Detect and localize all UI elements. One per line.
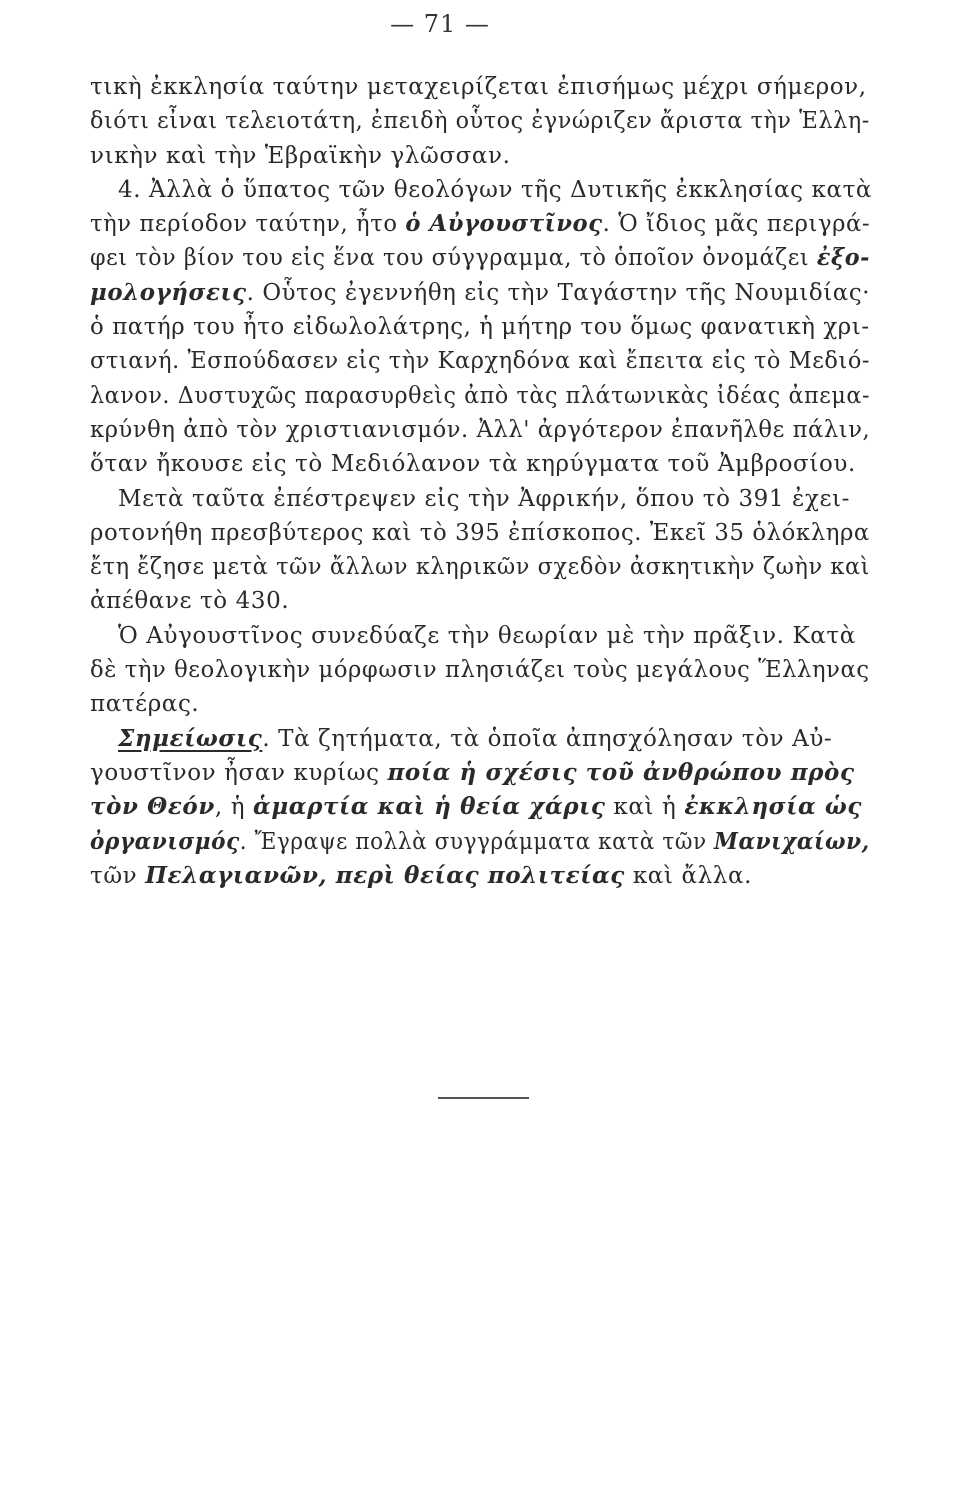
line-segment: Μετὰ ταῦτα ἐπέστρεψεν εἰς τὴν Ἀφρικήν, ὅπου τὸ 391 ἐχει-	[118, 485, 851, 512]
line-segment: 4. Ἀλλὰ ὁ ὕπατος τῶν θεολόγων τῆς Δυτικῆς ἐκκλησίας κατὰ	[118, 176, 873, 203]
line-segment: διότι εἶναι τελειοτάτη, ἐπειδὴ οὗτος ἐγνώριζεν ἄριστα τὴν Ἑλλη-	[90, 108, 870, 135]
line-segment: φει τὸν βίον του εἰς ἕνα του σύγγραμμα, τὸ ὁποῖον ὀνομάζει	[90, 245, 817, 272]
line-segment: . Ὁ ἴδιος μᾶς περιγρά-	[602, 211, 871, 238]
line-segment: στιανή. Ἐσπούδασεν εἰς τὴν Καρχηδόνα καὶ ἔπειτα εἰς τὸ Μεδιό-	[90, 348, 871, 375]
line-segment: . Τὰ ζητήματα, τὰ ὁποῖα ἀπησχόλησαν τὸν Αὐ-	[262, 725, 833, 752]
line-segment: νικὴν καὶ τὴν Ἑβραϊκὴν γλῶσσαν.	[90, 142, 511, 169]
emphasis-text: Μανιχαίων,	[714, 827, 870, 855]
line-segment: ροτονήθη πρεσβύτερος καὶ τὸ 395 ἐπίσκοπος. Ἐκεῖ 35 ὁλόκληρα	[90, 519, 870, 546]
text-line	[90, 413, 871, 447]
line-segment: ἔτη ἔζησε μετὰ τῶν ἄλλων κληρικῶν σχεδὸν ἀσκητικὴν ζωὴν καὶ	[90, 554, 871, 581]
emphasis-text: ἁμαρτία καὶ ἡ θεία χάρις	[253, 793, 606, 821]
emphasis-text: Πελαγιανῶν, περὶ θείας πολιτείας	[145, 861, 625, 889]
section-divider	[438, 1097, 529, 1099]
line-segment: . Ἔγραψε πολλὰ συγγράμματα κατὰ τῶν	[239, 828, 715, 855]
text-line	[90, 584, 870, 618]
line-segment: ἀπέθανε τὸ 430.	[90, 588, 290, 615]
line-segment: Ὁ Αὐγουστῖνος συνεδύαζε τὴν θεωρίαν μὲ τὴν πρᾶξιν. Κατὰ	[118, 622, 856, 649]
text-line	[90, 276, 871, 310]
paragraph-start-line	[90, 482, 870, 516]
line-segment: τῶν	[90, 862, 146, 889]
emphasis-text: τὸν Θεόν	[90, 793, 215, 821]
text-line	[90, 310, 870, 344]
line-segment: λανον. Δυστυχῶς παρασυρθεὶς ἀπὸ τὰς πλάτωνικὰς ἰδέας ἀπεμα-	[90, 382, 871, 409]
text-line	[90, 241, 870, 275]
line-segment: , ἡ	[214, 794, 254, 821]
line-segment: κρύνθη ἀπὸ τὸν χριστιανισμόν. Ἀλλ' ἀργότερον ἐπανῆλθε πάλιν,	[90, 416, 871, 443]
emphasis-text: ὁ Αὐγουστῖνος	[405, 210, 603, 238]
line-segment: τικὴ ἐκκλησία ταύτην μεταχειρίζεται ἐπισήμως μέχρι σήμερον,	[90, 74, 867, 100]
text-line	[90, 653, 870, 687]
line-segment: ὅταν ἤκουσε εἰς τὸ Μεδιόλανον τὰ κηρύγματα τοῦ Ἀμβροσίου.	[90, 451, 856, 478]
paragraph-start-line	[90, 619, 870, 653]
line-segment: δὲ τὴν θεολογικὴν μόρφωσιν πλησιάζει τοὺς μεγάλους Ἕλληνας	[90, 657, 870, 684]
text-line	[90, 756, 870, 790]
page-number: — 71 —	[390, 10, 490, 38]
text-line	[90, 139, 870, 173]
text-line	[90, 790, 870, 824]
line-segment: γουστῖνον ἦσαν κυρίως	[90, 759, 388, 786]
text-line	[90, 825, 870, 859]
text-line	[90, 859, 870, 893]
section-heading-line	[90, 173, 873, 207]
emphasis-text: ὀργανισμός	[90, 827, 240, 855]
text-line	[90, 104, 870, 138]
line-segment: τὴν περίοδον ταύτην, ἦτο	[90, 211, 406, 238]
text-line	[90, 379, 871, 413]
emphasis-text: μολογήσεις	[90, 278, 247, 306]
line-segment: καὶ ἡ	[605, 794, 685, 821]
text-line	[90, 687, 870, 721]
line-segment: πατέρας.	[90, 691, 200, 718]
emphasis-text: ἐξο-	[816, 244, 870, 272]
body-text	[90, 70, 873, 893]
text-line	[90, 344, 871, 378]
text-line	[90, 207, 871, 241]
text-line	[90, 447, 870, 481]
text-line	[90, 516, 870, 550]
text-line	[90, 70, 870, 104]
text-line	[90, 550, 871, 584]
emphasis-text: ἐκκλησία ὡς	[684, 793, 862, 821]
emphasis-text: ποία ἡ σχέσις τοῦ ἀνθρώπου πρὸς	[387, 758, 855, 786]
line-segment: . Οὗτος ἐγεννήθη εἰς τὴν Ταγάστην τῆς Νουμιδίας·	[246, 279, 871, 306]
note-start-line	[90, 722, 870, 756]
line-segment: ὁ πατήρ του ἦτο εἰδωλολάτρης, ἡ μήτηρ του ὅμως φανατικὴ χρι-	[90, 314, 870, 341]
emphasis-text: Σημείωσις	[118, 724, 263, 752]
line-segment: καὶ ἄλλα.	[624, 862, 752, 889]
